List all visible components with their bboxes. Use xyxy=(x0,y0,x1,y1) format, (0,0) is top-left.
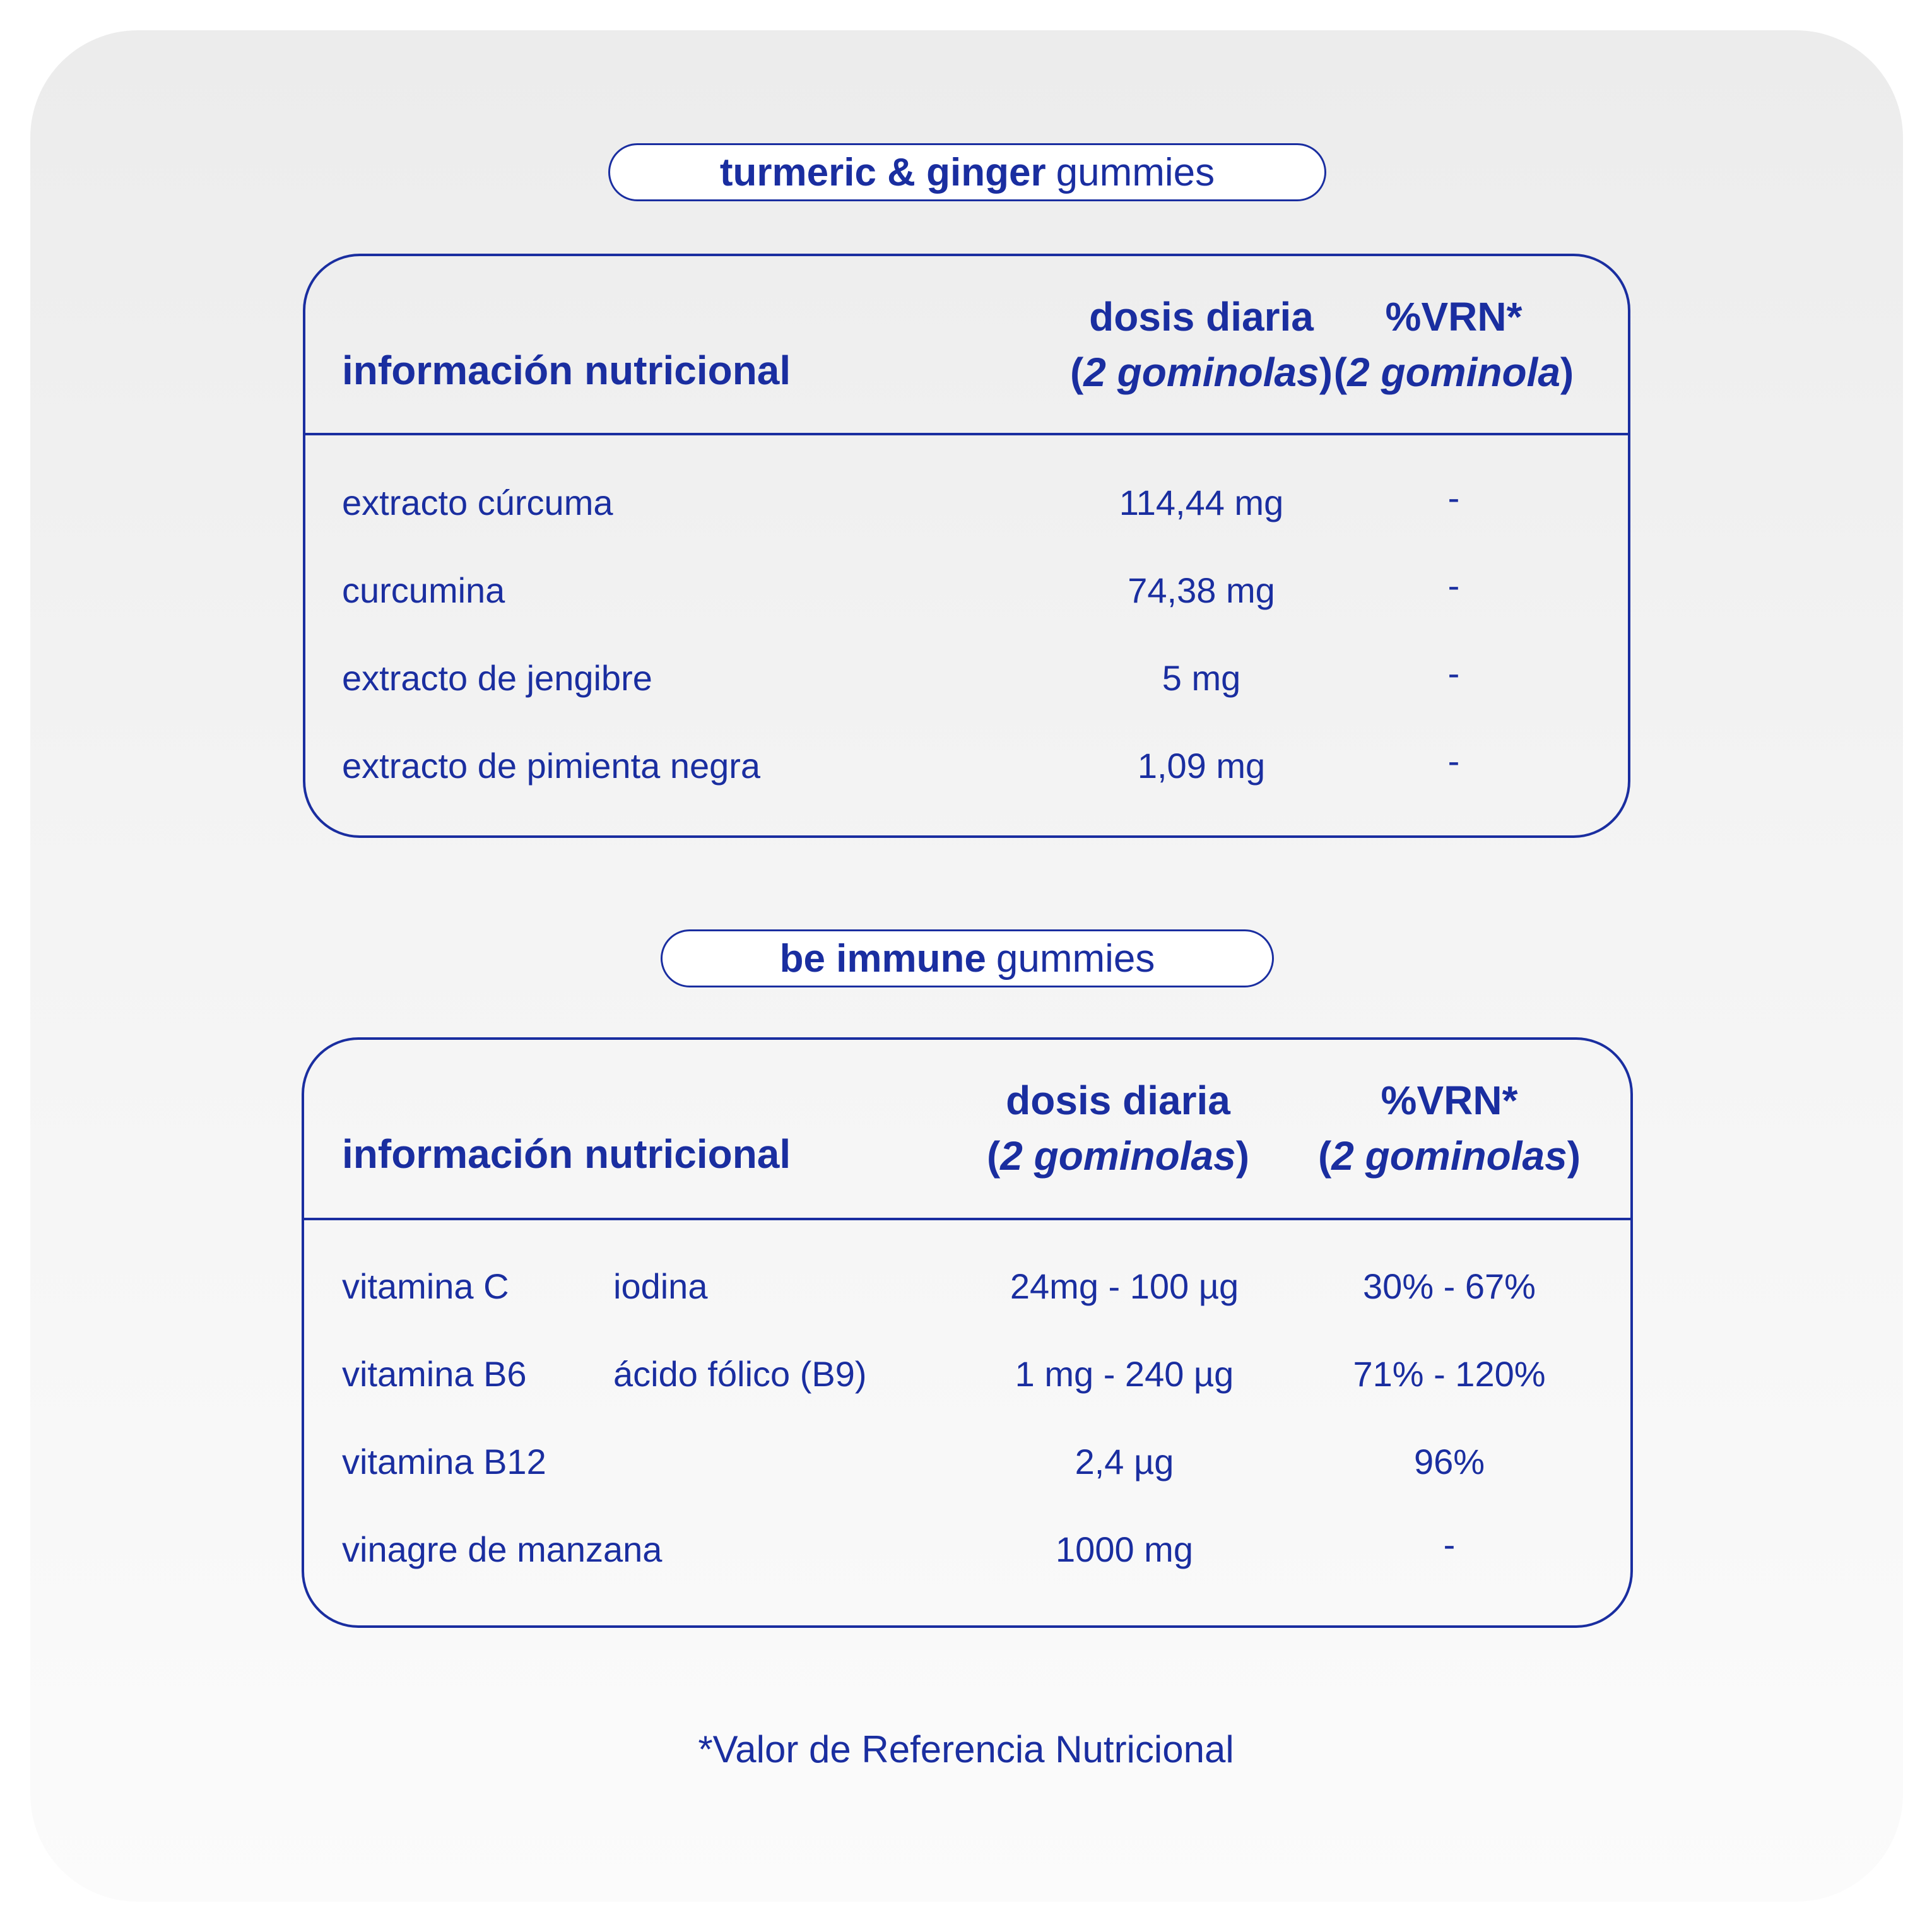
row-name: vitamina B6 xyxy=(342,1354,527,1394)
footnote: *Valor de Referencia Nutricional xyxy=(698,1728,1234,1770)
row-name: extracto cúrcuma xyxy=(342,483,613,522)
row-dose: 2,4 µg xyxy=(1075,1442,1174,1481)
row-name: curcumina xyxy=(342,570,505,610)
row-dose: 1000 mg xyxy=(1056,1529,1193,1569)
header-col-daily-dose xyxy=(948,1073,1288,1184)
header-col-vrn xyxy=(1301,1073,1598,1184)
product-title-bold: be immune xyxy=(779,936,986,981)
row-vrn: 96% xyxy=(1413,1442,1485,1481)
header-vrn-line1: %VRN* xyxy=(1381,1078,1518,1123)
row-vrn: 30% - 67% xyxy=(1363,1266,1536,1306)
header-dose-line2: (2 gominolas) xyxy=(986,1133,1250,1179)
row-vrn: - xyxy=(1447,653,1460,693)
row-name-secondary: ácido fólico (B9) xyxy=(613,1354,867,1394)
header-vrn-line2: (2 gominolas) xyxy=(1317,1133,1581,1179)
header-dose-line1: dosis diaria xyxy=(1006,1078,1230,1123)
row-name: vinagre de manzana xyxy=(342,1529,663,1569)
product-title-turmeric-ginger xyxy=(608,143,1326,201)
header-vrn-line2: (2 gominola) xyxy=(1333,350,1574,395)
row-vrn: - xyxy=(1447,478,1460,517)
row-dose: 74,38 mg xyxy=(1128,570,1275,610)
product-title-rest: gummies xyxy=(1056,150,1215,194)
row-dose: 1,09 mg xyxy=(1137,746,1266,786)
header-col-nutrition: información nutricional xyxy=(342,348,791,393)
row-name: extracto de pimienta negra xyxy=(342,746,761,786)
row-dose: 5 mg xyxy=(1162,658,1241,698)
product-title-rest: gummies xyxy=(996,936,1155,981)
row-vrn: 71% - 120% xyxy=(1353,1354,1546,1394)
row-vrn: - xyxy=(1443,1524,1456,1564)
row-vrn: - xyxy=(1447,741,1460,780)
header-vrn-line1: %VRN* xyxy=(1385,294,1523,339)
header-col-vrn xyxy=(1315,289,1593,400)
product-title-bold: turmeric & ginger xyxy=(719,150,1046,194)
row-dose: 1 mg - 240 µg xyxy=(1015,1354,1234,1394)
row-vrn: - xyxy=(1447,565,1460,605)
row-name-secondary: iodina xyxy=(613,1266,708,1306)
header-dose-line2: (2 gominolas) xyxy=(1069,350,1333,395)
table-header xyxy=(305,256,1628,435)
nutrition-table-be-immune xyxy=(302,1037,1633,1628)
product-title-be-immune xyxy=(661,929,1274,987)
row-dose: 114,44 mg xyxy=(1119,483,1284,522)
row-name: vitamina C xyxy=(342,1266,509,1306)
table-header xyxy=(304,1040,1630,1220)
row-dose: 24mg - 100 µg xyxy=(1010,1266,1239,1306)
row-name: vitamina B12 xyxy=(342,1442,546,1481)
row-name: extracto de jengibre xyxy=(342,658,652,698)
nutrition-table-turmeric-ginger xyxy=(303,254,1630,838)
header-dose-line1: dosis diaria xyxy=(1089,294,1314,339)
header-col-nutrition: información nutricional xyxy=(342,1131,791,1177)
